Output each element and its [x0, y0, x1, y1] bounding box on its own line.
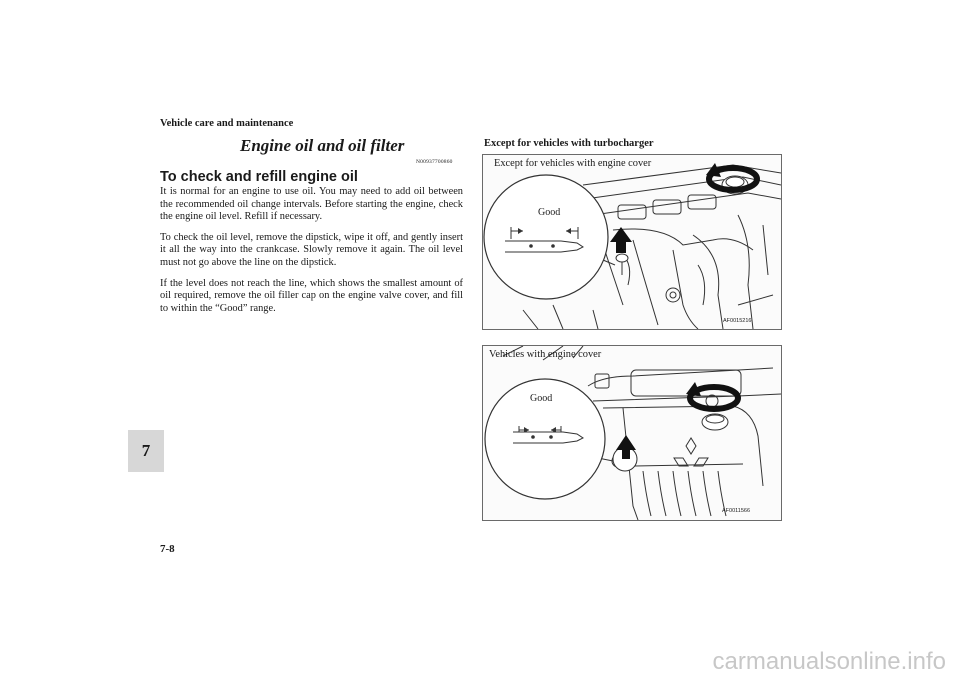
- good-range-label: Good: [538, 207, 561, 218]
- dipstick-magnifier: [484, 175, 615, 299]
- paragraph: It is normal for an engine to use oil. You may need to add oil between the recommended oil change intervals. Before starting the engine, check the engine oil level. Refill if necessary.: [160, 186, 463, 223]
- article-code: N00937700860: [416, 159, 453, 165]
- paragraph: To check the oil level, remove the dipstick, wipe it off, and gently insert it all the way into the crankcase. Slowly remove it again. The oil level must not go above the line on the dipstick.: [160, 231, 463, 268]
- good-range-label: Good: [530, 393, 553, 404]
- chapter-tab-number: 7: [141, 441, 151, 460]
- figure-id: AF0011566: [722, 508, 751, 514]
- article-subheading: To check and refill engine oil: [160, 169, 358, 185]
- figures-heading: Except for vehicles with turbocharger: [484, 138, 654, 149]
- engine-illustration: [483, 346, 781, 520]
- figure-caption: Except for vehicles with engine cover: [494, 158, 652, 169]
- up-arrow-icon: [613, 435, 637, 471]
- figure-engine-with-cover: [482, 345, 782, 521]
- chapter-tab: [128, 430, 164, 472]
- page-header: Vehicle care and maintenance: [160, 118, 294, 129]
- figure-engine-no-cover: [482, 154, 782, 330]
- page-number: 7-8: [160, 543, 175, 555]
- up-arrow-icon: [610, 227, 632, 253]
- paragraph: If the level does not reach the line, which shows the smallest amount of oil required, remove the oil filler cap on the engine valve cover, and fill to within the “Good” range.: [160, 277, 463, 314]
- article-title: Engine oil and oil filter: [240, 136, 405, 155]
- figure-id: AF0015216: [723, 318, 752, 324]
- figure-caption: Vehicles with engine cover: [489, 349, 602, 360]
- watermark: carmanualsonline.info: [712, 648, 946, 675]
- article-body: [160, 186, 463, 323]
- logo-icon: [674, 438, 708, 466]
- engine-illustration: [483, 155, 781, 329]
